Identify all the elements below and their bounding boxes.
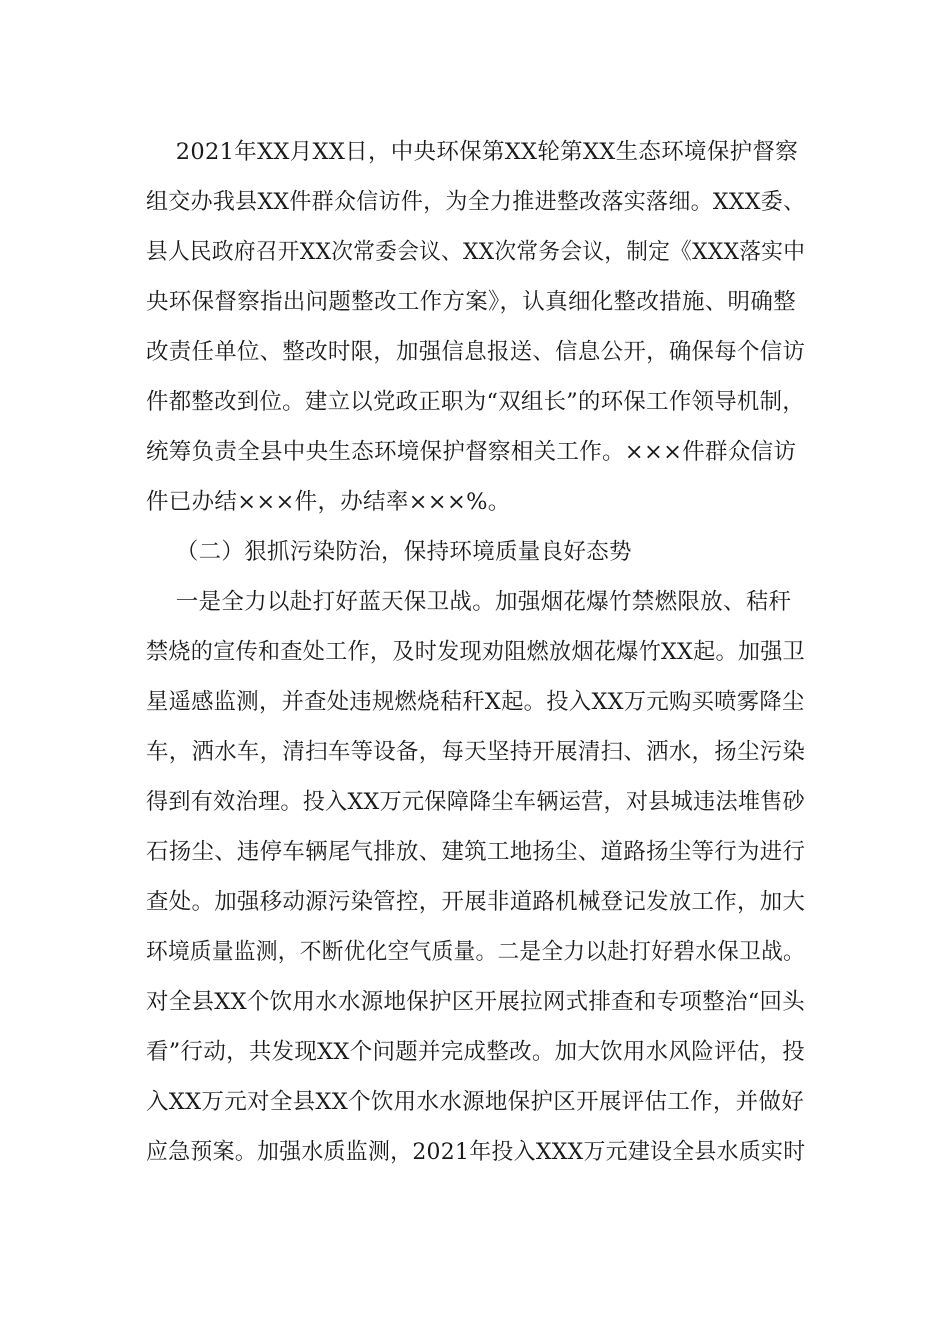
- text-line: 2021年XX月XX日，中央环保第XX轮第XX生态环境保护督察: [146, 139, 799, 165]
- text-line: 入XX万元对全县XX个饮用水水源地保护区开展评估工作，并做好: [146, 1089, 805, 1115]
- text-line: 看”行动，共发现XX个问题并完成整改。加大饮用水风险评估，投: [146, 1039, 806, 1065]
- text-line: 统筹负责全县中央生态环境保护督察相关工作。×××件群众信访: [146, 439, 797, 465]
- section-heading: （二）狠抓污染防治，保持环境质量良好态势: [146, 539, 632, 565]
- text-line: 县人民政府召开XX次常委会议、XX次常务会议，制定《XXX落实中: [146, 239, 806, 265]
- text-line: 件都整改到位。建立以党政正职为“双组长”的环保工作领导机制，: [146, 389, 806, 415]
- text-line: 查处。加强移动源污染管控，开展非道路机械登记发放工作，加大: [146, 889, 806, 915]
- text-line: 组交办我县XX件群众信访件，为全力推进整改落实落细。XXX委、: [146, 189, 806, 215]
- text-line: 改责任单位、整改时限，加强信息报送、信息公开，确保每个信访: [146, 339, 806, 365]
- text-line: 禁烧的宣传和查处工作，及时发现劝阻燃放烟花爆竹XX起。加强卫: [146, 639, 806, 665]
- text-line: 对全县XX个饮用水水源地保护区开展拉网式排查和专项整治“回头: [146, 989, 806, 1015]
- text-line: 石扬尘、违停车辆尾气排放、建筑工地扬尘、道路扬尘等行为进行: [146, 839, 806, 865]
- text-line: 一是全力以赴打好蓝天保卫战。加强烟花爆竹禁燃限放、秸秆: [146, 589, 792, 615]
- text-line: 件已办结×××件，办结率×××%。: [146, 489, 511, 515]
- text-line: 得到有效治理。投入XX万元保障降尘车辆运营，对县城违法堆售砂: [146, 789, 806, 815]
- text-line: 央环保督察指出问题整改工作方案》，认真细化整改措施、明确整: [146, 289, 796, 315]
- text-line: 环境质量监测，不断优化空气质量。二是全力以赴打好碧水保卫战。: [146, 939, 806, 965]
- text-line: 应急预案。加强水质监测，2021年投入XXX万元建设全县水质实时: [146, 1139, 806, 1165]
- text-line: 星遥感监测，并查处违规燃烧秸秆X起。投入XX万元购买喷雾降尘: [146, 689, 805, 715]
- text-line: 车，洒水车，清扫车等设备，每天坚持开展清扫、洒水，扬尘污染: [146, 739, 806, 765]
